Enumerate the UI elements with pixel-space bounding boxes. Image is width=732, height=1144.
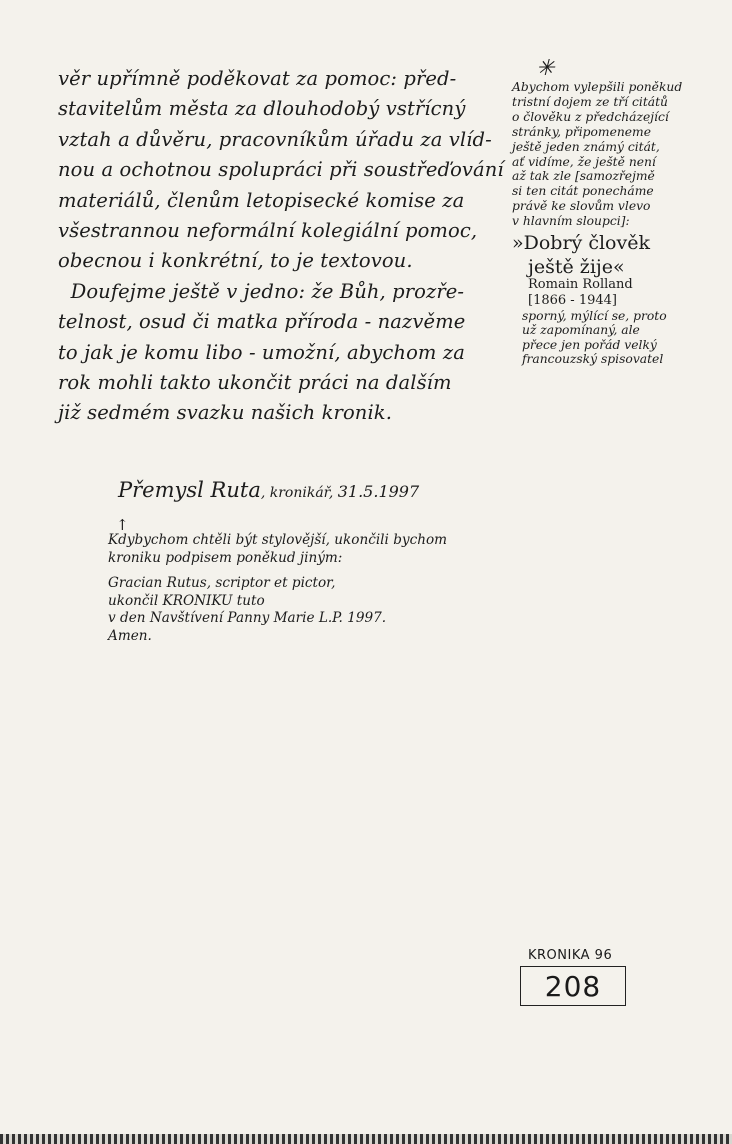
- text-line: vztah a důvěru, pracovníkům úřadu za vlíd-: [58, 127, 492, 151]
- side-note-line: v hlavním sloupci]:: [512, 214, 630, 229]
- asterisk-mark-icon: ✳: [536, 56, 555, 81]
- text-line: to jak je komu libo - umožní, abychom za: [58, 340, 465, 364]
- chronicle-label: KRONIKA 96: [528, 948, 613, 963]
- side-note-line: Abychom vylepšili poněkud: [512, 80, 683, 94]
- footnote-line: Kdybychom chtěli být stylovější, ukončili bychom: [108, 532, 448, 548]
- signature-role: , kronikář,: [260, 485, 338, 501]
- side-note-line: stránky, připomeneme: [512, 124, 651, 139]
- text-line: telnost, osud či matka příroda - nazvěme: [58, 310, 466, 334]
- side-note-after-line: přece jen pořád velký: [522, 337, 657, 352]
- quote-line: »Dobrý člověk: [512, 232, 650, 255]
- side-note-after-line: sporný, mýlící se, proto: [522, 309, 667, 324]
- quote-author-name: Romain Rolland: [528, 277, 633, 293]
- text-line: věr upřímně poděkovat za pomoc: před-: [58, 67, 457, 90]
- text-line: všestrannou neformální kolegiální pomoc,: [58, 219, 478, 243]
- footnote-latin-line: Amen.: [108, 627, 152, 644]
- quote-author-years: [1866 - 1944]: [528, 293, 617, 309]
- quote-line: ještě žije«: [528, 256, 625, 279]
- page-number-box: [520, 966, 626, 1006]
- footnote-latin-line: Gracian Rutus, scriptor et pictor,: [108, 575, 336, 591]
- side-note: [512, 58, 718, 367]
- footnote-mark-icon: ↑: [116, 516, 129, 534]
- side-note-after-line: francouzský spisovatel: [522, 352, 664, 367]
- text-line: nou a ochotnou spolupráci při soustřeďování: [58, 158, 504, 182]
- footnote-latin-line: v den Navštívení Panny Marie L.P. 1997.: [108, 610, 387, 626]
- side-note-line: ještě jeden známý citát,: [512, 139, 660, 154]
- text-line: stavitelům města za dlouhodobý vstřícný: [58, 97, 466, 121]
- signature-date: 31.5.1997: [337, 482, 420, 501]
- side-note-line: tristní dojem ze tří citátů: [512, 94, 668, 109]
- scan-edge-divider: [0, 1134, 732, 1144]
- text-line: obecnou i konkrétní, to je textovou.: [58, 249, 413, 273]
- side-note-line: si ten citát ponecháme: [512, 184, 654, 199]
- footnote-line: kroniku podpisem poněkud jiným:: [108, 549, 343, 566]
- side-note-after-line: už zapomínaný, ale: [522, 323, 640, 338]
- text-line: Doufejme ještě v jedno: že Bůh, prozře-: [58, 279, 465, 303]
- side-note-line: až tak zle [samozřejmě: [512, 169, 655, 184]
- page-number: 208: [544, 969, 602, 1003]
- signature-name: Přemysl Ruta: [118, 478, 261, 502]
- side-note-line: o člověku z předcházející: [512, 109, 669, 124]
- side-note-line: právě ke slovům vlevo: [512, 199, 651, 214]
- signature: [118, 478, 419, 502]
- footnote: [108, 518, 528, 645]
- footnote-latin-line: ukončil KRONIKU tuto: [108, 592, 265, 609]
- footnote-gap: [108, 567, 528, 575]
- side-note-line: ať vidíme, že ještě není: [512, 154, 656, 169]
- text-line: materiálů, členům letopisecké komise za: [58, 188, 465, 212]
- text-line: již sedmém svazku našich kronik.: [58, 401, 392, 425]
- main-text-block: [58, 64, 504, 429]
- text-line: rok mohli takto ukončit práci na dalším: [58, 371, 452, 395]
